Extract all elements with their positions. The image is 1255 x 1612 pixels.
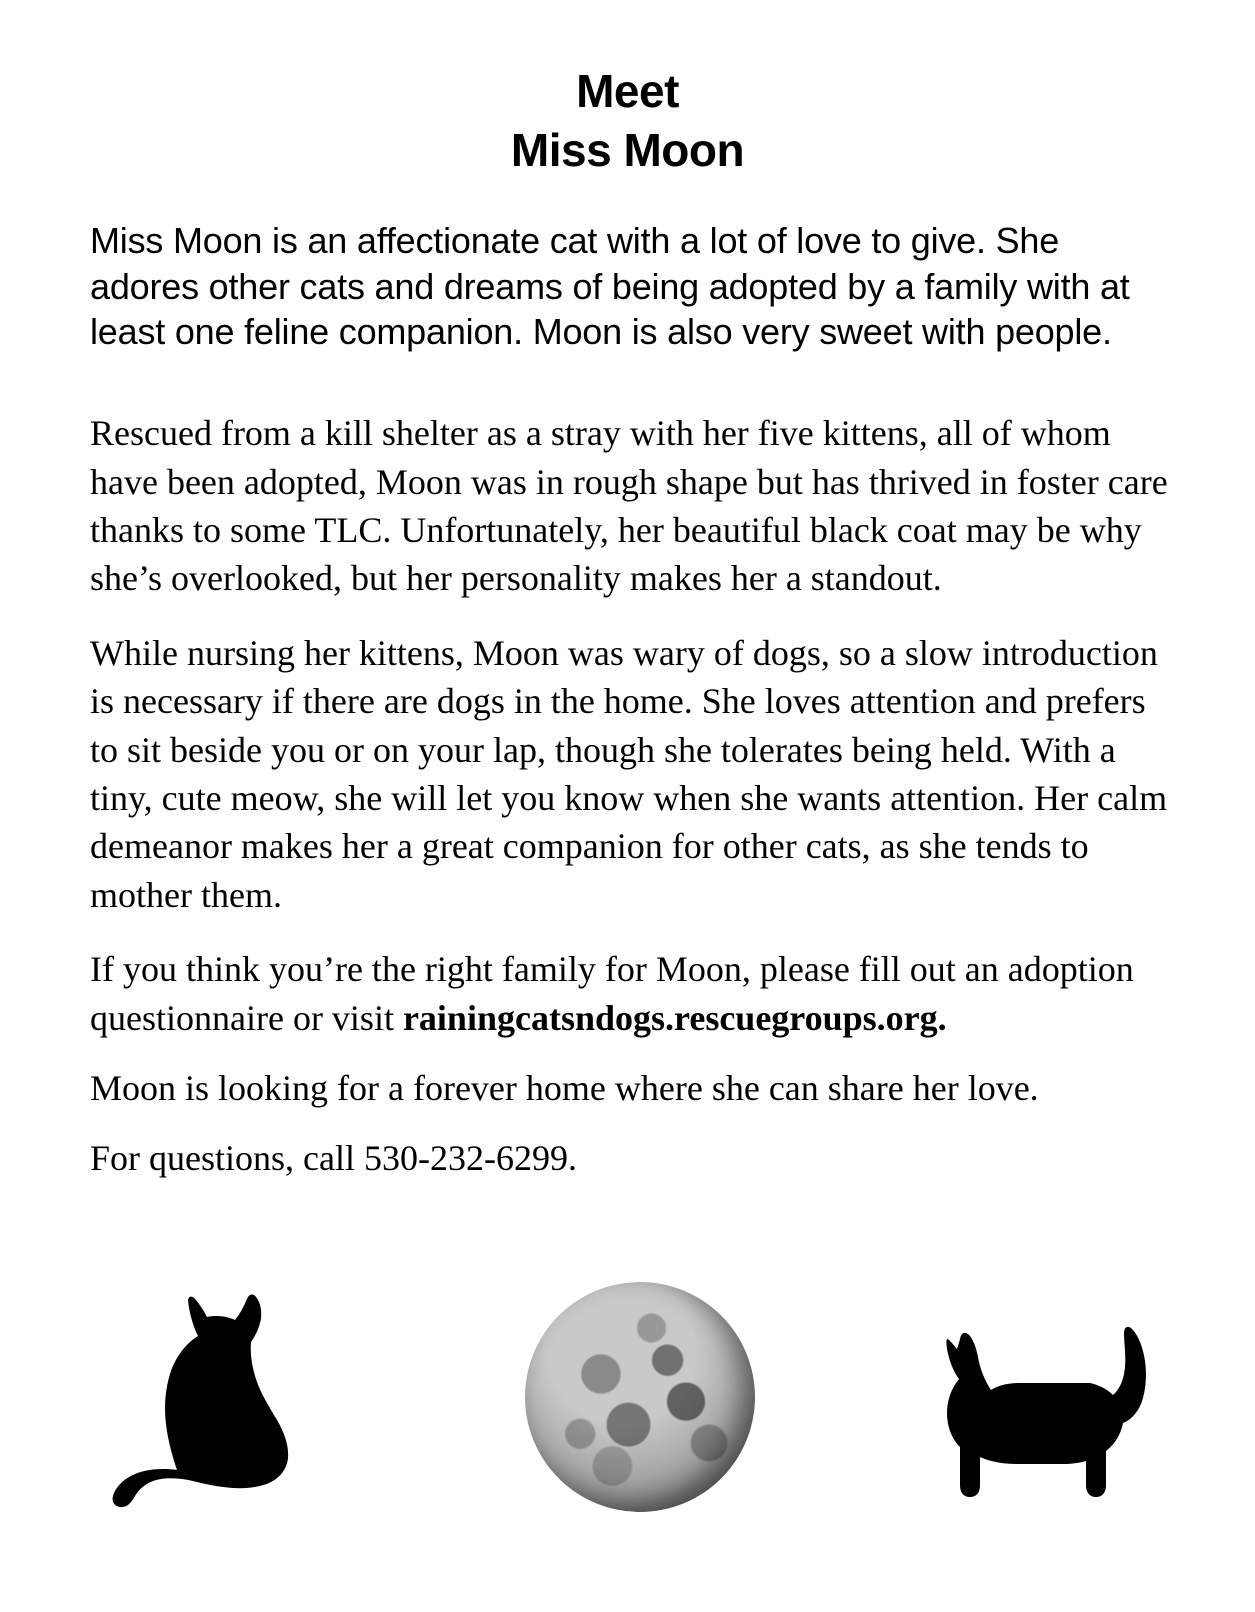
adoption-text: If you think you’re the right family for Moon, please fill out an adoption questionnaire or visit — [90, 949, 1134, 1038]
spacer — [90, 1112, 1170, 1134]
spacer — [90, 603, 1170, 629]
paragraph-intro: Miss Moon is an affectionate cat with a lot of love to give. She adores other cats and dreams of being adopted by a family with at least one feline companion. Moon is also very sweet with people. — [90, 220, 1130, 353]
spacer — [90, 919, 1170, 945]
icon-row — [0, 1262, 1255, 1522]
page-title — [0, 62, 1255, 180]
body-text — [90, 218, 1170, 1183]
paragraph-rescue: Rescued from a kill shelter as a stray with her five kittens, all of whom have been adopted, Moon was in rough shape but has thrived in foster care thanks to some TLC. Unfortunately, her beautiful black coat may be why she’s overlooked, but her personality makes her a standout. — [90, 413, 1168, 599]
adoption-website-link[interactable]: rainingcatsndogs.rescuegroups.org. — [402, 997, 947, 1038]
paragraph-temperament: While nursing her kittens, Moon was wary of dogs, so a slow introduction is necessary if there are dogs in the home. She loves attention and prefers to sit beside you or on your lap, though she tolerates being held. With a tiny, cute meow, she will let you know when she wants attention. Her calm demeanor makes her a great companion for other cats, as she tends to mother them. — [90, 632, 1168, 915]
cat-walking-icon — [925, 1297, 1175, 1507]
spacer — [90, 355, 1170, 409]
moon-disc — [525, 1282, 755, 1512]
spacer — [90, 1042, 1170, 1064]
paragraph-adoption — [90, 945, 1170, 1042]
paragraph-forever-home: Moon is looking for a forever home where she can share her love. — [90, 1068, 1039, 1109]
paragraph-questions: For questions, call 530-232-6299. — [90, 1138, 577, 1179]
title-line-2: Miss Moon — [510, 123, 745, 176]
full-moon-icon — [525, 1282, 755, 1512]
title-line-1: Meet — [576, 65, 679, 117]
cat-sitting-icon — [85, 1282, 335, 1512]
